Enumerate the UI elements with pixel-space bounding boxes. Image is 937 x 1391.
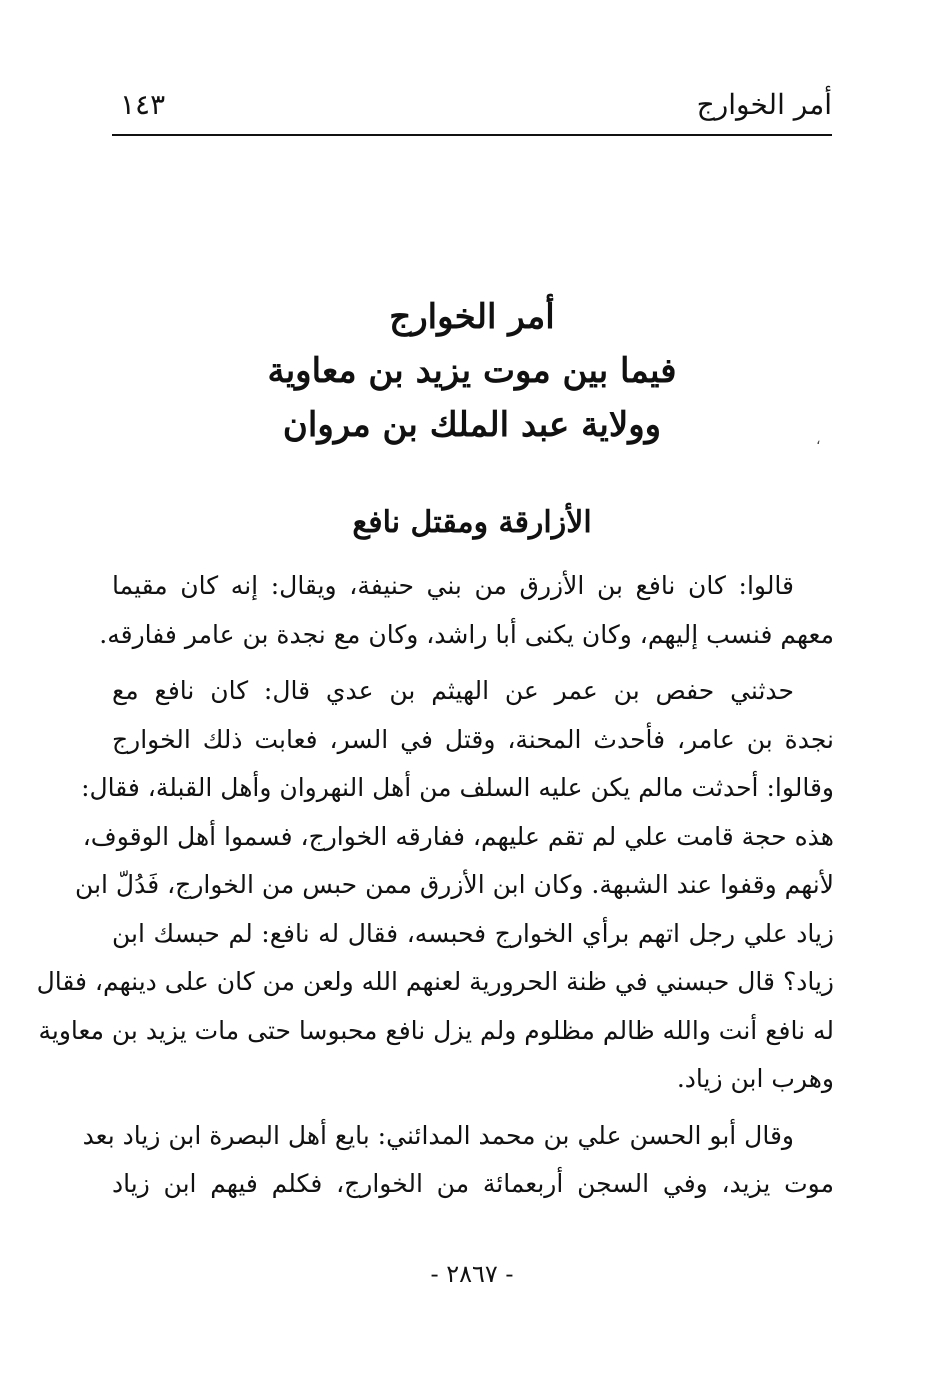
text-line: معهم فنسب إليهم، وكان يكنى أبا راشد، وكان مع نجدة بن عامر ففارقه. [99, 619, 834, 649]
text-line: وقال أبو الحسن علي بن محمد المدائني: بايع أهل البصرة ابن زياد بعد [82, 1120, 794, 1150]
text-line: موت يزيد، وفي السجن أربعمائة من الخوارج، فكلم فيهم ابن زياد [112, 1169, 834, 1198]
text-line: وهرب ابن زياد. [676, 1064, 834, 1093]
chapter-title-line-3: وولاية عبد الملك بن مروان [282, 405, 662, 445]
footer-page-number: - ٢٨٦٧ - [430, 1260, 514, 1288]
chapter-title [112, 290, 832, 452]
text-line: زياد؟ قال حبسني في ظنة الحرورية لعنهم الله ولعن من كان على دينهم، فقال [36, 967, 834, 996]
text-line: هذه حجة قامت علي لم تقم عليهم، ففارقه الخوارج، فسموا أهل الوقوف، [82, 821, 834, 851]
page-number: ١٤٣ [120, 88, 166, 121]
paragraph-2 [36, 667, 834, 1104]
stray-mark: ، [816, 432, 821, 448]
chapter-title-line-1: أمر الخوارج [389, 297, 555, 337]
text-line: حدثني حفص بن عمر عن الهيثم بن عدي قال: كان نافع مع [112, 676, 794, 705]
running-title: أمر الخوارج [696, 88, 832, 121]
body-text [36, 562, 834, 1217]
text-line: نجدة بن عامر، فأحدث المحنة، وقتل في السر، فعابت ذلك الخوارج [112, 724, 834, 754]
text-line: له نافع أنت والله ظالم مظلوم ولم يزل نافع محبوسا حتى مات يزيد بن معاوية [38, 1015, 834, 1045]
chapter-title-line-2: فيما بين موت يزيد بن معاوية [267, 351, 677, 391]
text-line: وقالوا: أحدثت مالم يكن عليه السلف من أهل النهروان وأهل القبلة، فقال: [81, 773, 834, 802]
text-line: لأنهم وقفوا عند الشبهة. وكان ابن الأزرق ممن حبس من الخوارج، فَدُلّ ابن [75, 870, 834, 899]
page-header [112, 88, 832, 136]
text-line: زياد علي رجل اتهم برأي الخوارج فحبسه، فقال له نافع: لم حبسك ابن [112, 918, 834, 948]
paragraph-1 [99, 562, 834, 659]
paragraph-3 [82, 1112, 834, 1209]
section-heading: الأزارقة ومقتل نافع [352, 505, 592, 540]
text-line: قالوا: كان نافع بن الأزرق من بني حنيفة، ويقال: إنه كان مقيما [112, 571, 794, 600]
